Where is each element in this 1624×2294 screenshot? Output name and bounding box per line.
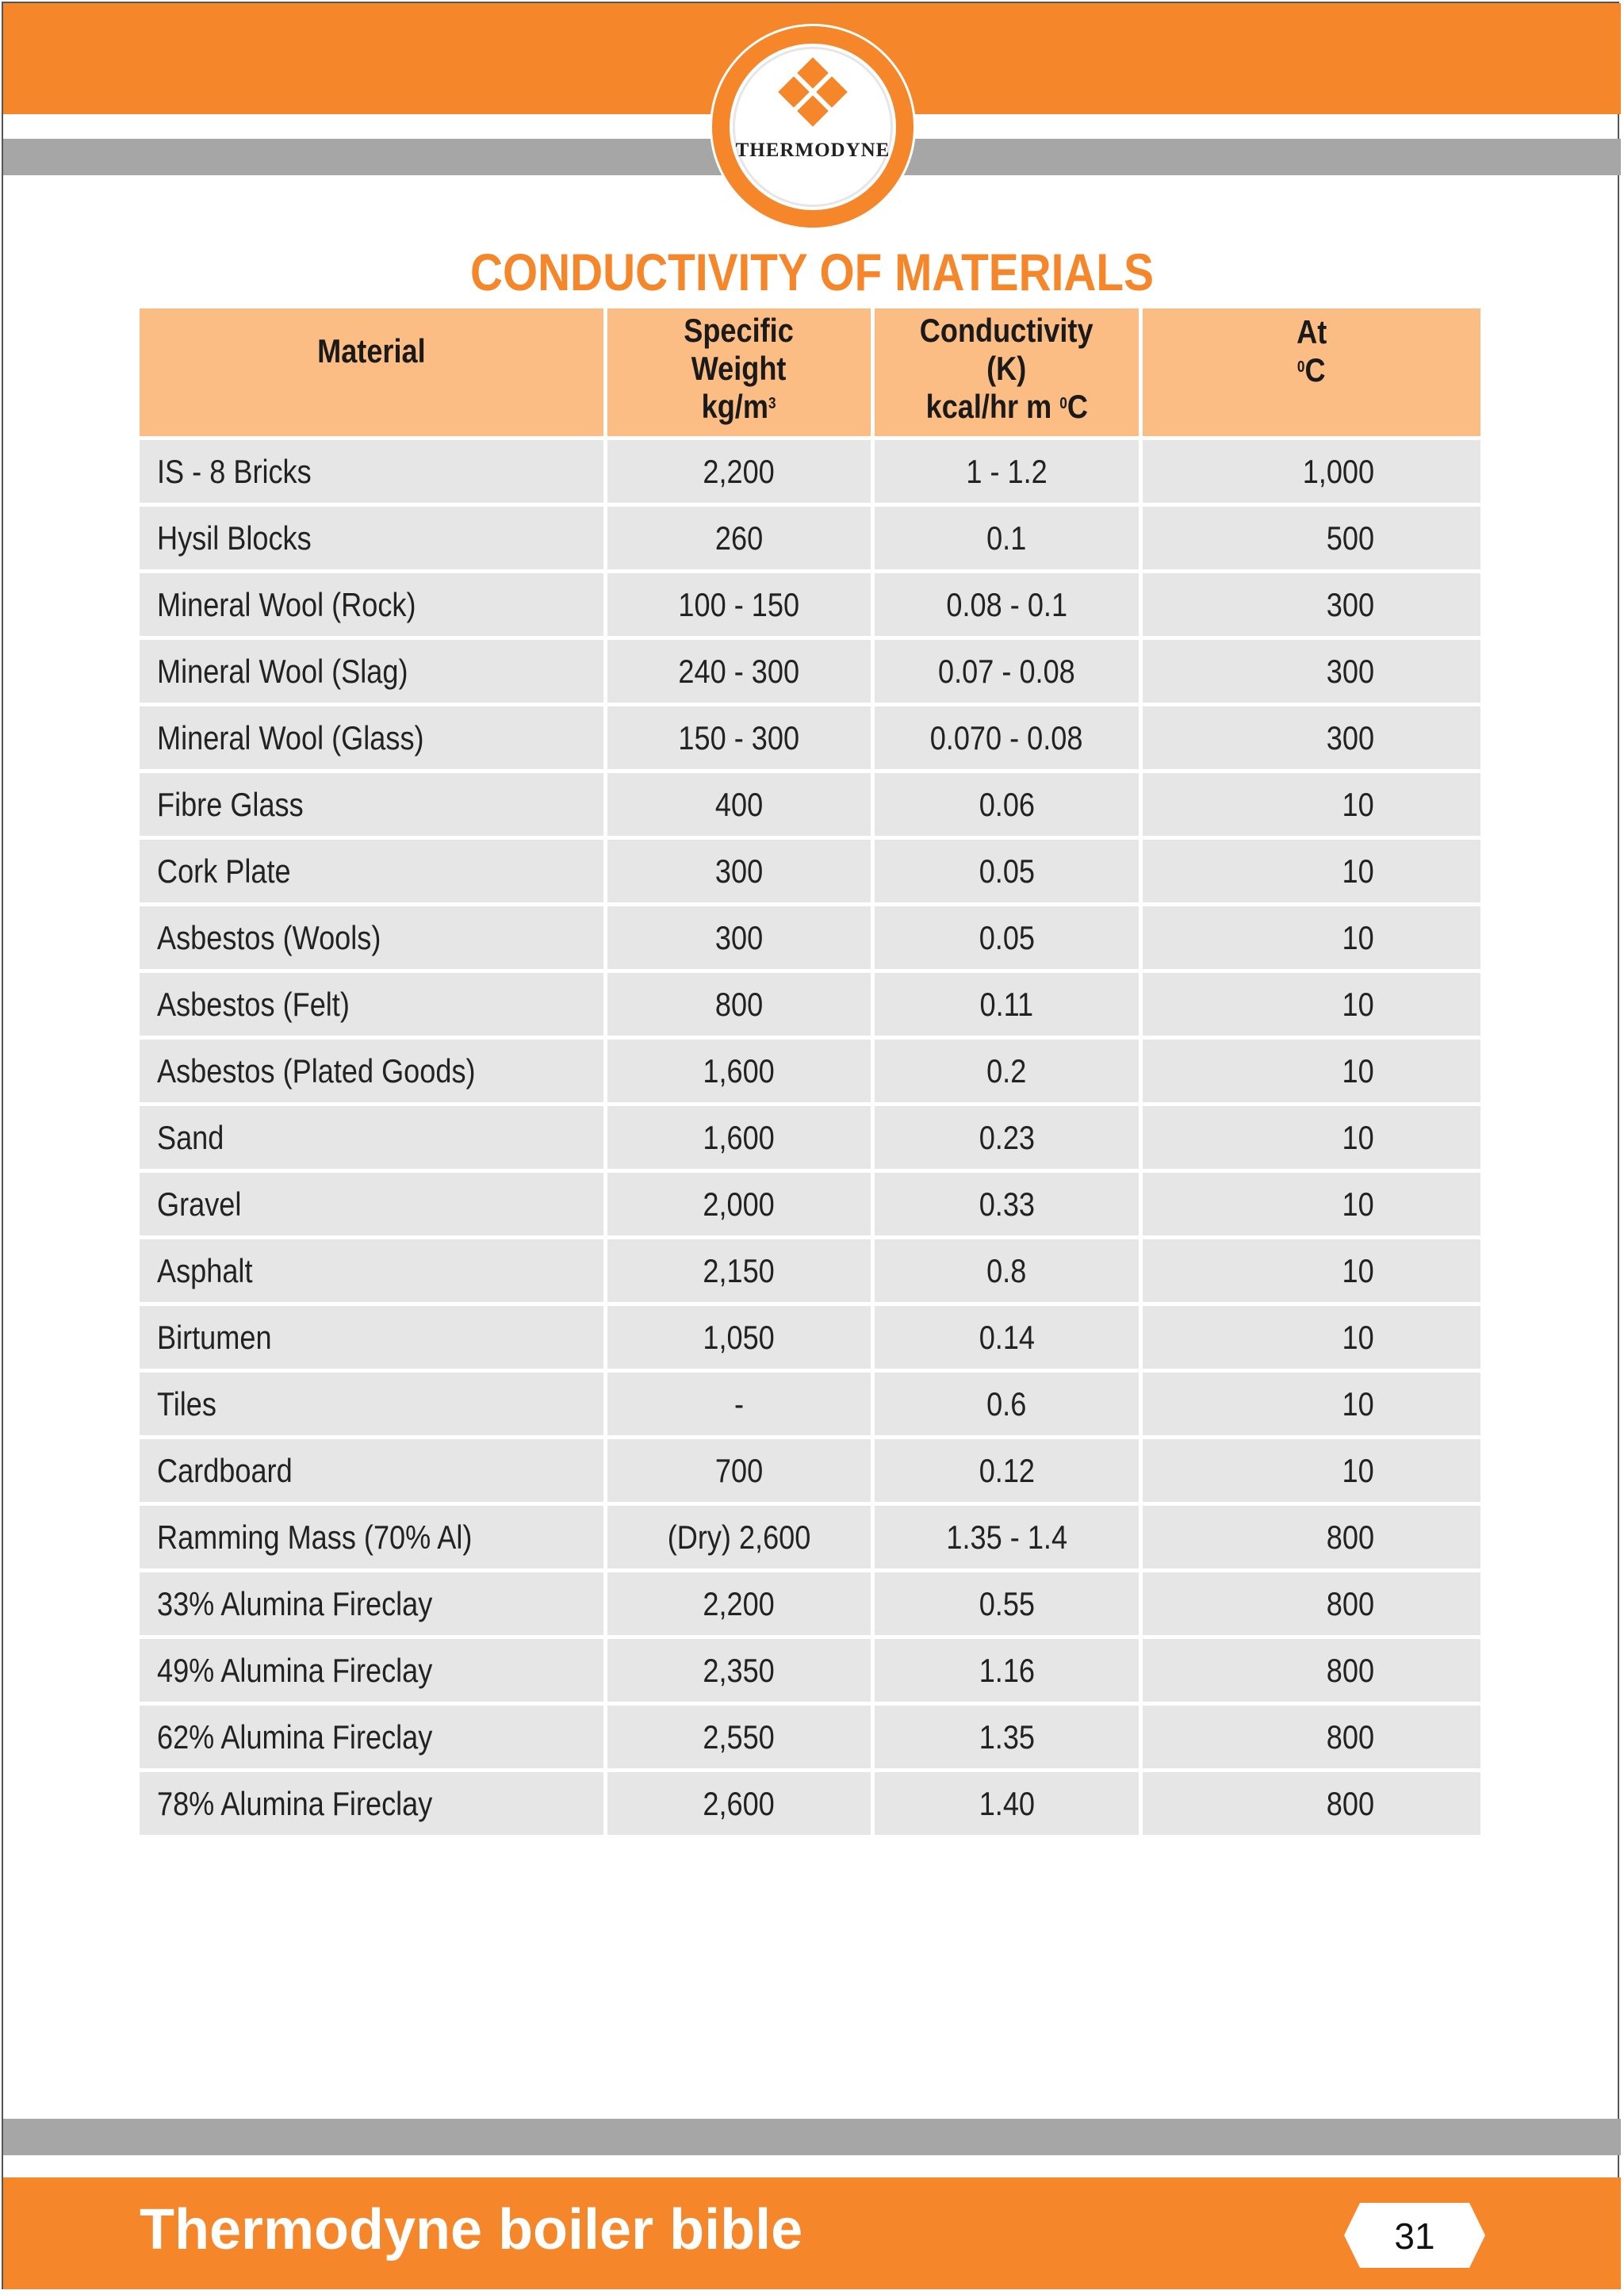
cell-material: Birtumen bbox=[140, 1306, 603, 1369]
table-row bbox=[140, 1306, 1480, 1369]
header-conductivity: Conductivity (K) kcal/hr m $^0$C bbox=[875, 308, 1139, 436]
cell-at-temperature: 10 bbox=[1143, 773, 1480, 836]
cell-specific-weight: 100 - 150 bbox=[607, 573, 871, 636]
conductivity-table bbox=[136, 304, 1484, 1839]
cell-material: 49% Alumina Fireclay bbox=[140, 1639, 603, 1702]
cell-conductivity: 0.6 bbox=[875, 1373, 1139, 1435]
table-row bbox=[140, 707, 1480, 769]
cell-specific-weight: 300 bbox=[607, 840, 871, 902]
cell-material: Hysil Blocks bbox=[140, 507, 603, 569]
footer-gray-band bbox=[3, 2119, 1621, 2155]
cell-specific-weight: (Dry) 2,600 bbox=[607, 1506, 871, 1568]
cell-at-temperature: 800 bbox=[1143, 1572, 1480, 1635]
header-material: Material bbox=[140, 308, 603, 436]
cell-specific-weight: 2,000 bbox=[607, 1173, 871, 1235]
cell-conductivity: 1 - 1.2 bbox=[875, 440, 1139, 503]
cell-specific-weight: 150 - 300 bbox=[607, 707, 871, 769]
cell-at-temperature: 10 bbox=[1143, 840, 1480, 902]
table-row bbox=[140, 973, 1480, 1036]
cell-conductivity: 0.05 bbox=[875, 840, 1139, 902]
cell-material: IS - 8 Bricks bbox=[140, 440, 603, 503]
cell-material: Fibre Glass bbox=[140, 773, 603, 836]
cell-at-temperature: 10 bbox=[1143, 1439, 1480, 1502]
cell-at-temperature: 10 bbox=[1143, 1040, 1480, 1102]
cell-material: Mineral Wool (Slag) bbox=[140, 640, 603, 703]
cell-material: 33% Alumina Fireclay bbox=[140, 1572, 603, 1635]
cell-at-temperature: 1,000 bbox=[1143, 440, 1480, 503]
table-row bbox=[140, 1106, 1480, 1169]
cell-specific-weight: 2,200 bbox=[607, 1572, 871, 1635]
cell-conductivity: 0.070 - 0.08 bbox=[875, 707, 1139, 769]
cell-conductivity: 1.35 bbox=[875, 1706, 1139, 1768]
page-title: CONDUCTIVITY OF MATERIALS bbox=[470, 243, 1154, 301]
cell-conductivity: 0.08 - 0.1 bbox=[875, 573, 1139, 636]
cell-specific-weight: 1,050 bbox=[607, 1306, 871, 1369]
table-row bbox=[140, 1506, 1480, 1568]
cell-conductivity: 0.23 bbox=[875, 1106, 1139, 1169]
cell-conductivity: 1.35 - 1.4 bbox=[875, 1506, 1139, 1568]
cell-specific-weight: 260 bbox=[607, 507, 871, 569]
table-row bbox=[140, 1572, 1480, 1635]
table-row bbox=[140, 1439, 1480, 1502]
cell-at-temperature: 500 bbox=[1143, 507, 1480, 569]
cell-at-temperature: 800 bbox=[1143, 1772, 1480, 1835]
cell-at-temperature: 800 bbox=[1143, 1639, 1480, 1702]
cell-material: Mineral Wool (Rock) bbox=[140, 573, 603, 636]
cell-specific-weight: 400 bbox=[607, 773, 871, 836]
cell-specific-weight: 2,200 bbox=[607, 440, 871, 503]
cell-specific-weight: 2,600 bbox=[607, 1772, 871, 1835]
cell-conductivity: 1.16 bbox=[875, 1639, 1139, 1702]
cell-material: Sand bbox=[140, 1106, 603, 1169]
table-row bbox=[140, 906, 1480, 969]
cell-at-temperature: 300 bbox=[1143, 573, 1480, 636]
cell-conductivity: 0.1 bbox=[875, 507, 1139, 569]
cell-material: Ramming Mass (70% Al) bbox=[140, 1506, 603, 1568]
cell-at-temperature: 800 bbox=[1143, 1506, 1480, 1568]
thermodyne-logo-icon bbox=[765, 56, 860, 151]
header-at-temperature: At $^0$C bbox=[1143, 308, 1480, 436]
cell-specific-weight: 300 bbox=[607, 906, 871, 969]
cell-at-temperature: 10 bbox=[1143, 1306, 1480, 1369]
cell-at-temperature: 10 bbox=[1143, 973, 1480, 1036]
cell-material: 78% Alumina Fireclay bbox=[140, 1772, 603, 1835]
table-row bbox=[140, 1040, 1480, 1102]
cell-material: Asbestos (Felt) bbox=[140, 973, 603, 1036]
cell-conductivity: 0.8 bbox=[875, 1239, 1139, 1302]
table-header-row bbox=[140, 308, 1480, 436]
cell-at-temperature: 10 bbox=[1143, 1239, 1480, 1302]
cell-specific-weight: 240 - 300 bbox=[607, 640, 871, 703]
cell-specific-weight: 1,600 bbox=[607, 1040, 871, 1102]
cell-at-temperature: 10 bbox=[1143, 906, 1480, 969]
table-row bbox=[140, 440, 1480, 503]
cell-specific-weight: 800 bbox=[607, 973, 871, 1036]
cell-at-temperature: 300 bbox=[1143, 640, 1480, 703]
logo-text: THERMODYNE bbox=[735, 140, 891, 161]
cell-at-temperature: 10 bbox=[1143, 1373, 1480, 1435]
cell-material: Tiles bbox=[140, 1373, 603, 1435]
cell-at-temperature: 10 bbox=[1143, 1173, 1480, 1235]
cell-material: Mineral Wool (Glass) bbox=[140, 707, 603, 769]
table-row bbox=[140, 1239, 1480, 1302]
cell-specific-weight: 700 bbox=[607, 1439, 871, 1502]
cell-material: Asphalt bbox=[140, 1239, 603, 1302]
cell-specific-weight: 2,550 bbox=[607, 1706, 871, 1768]
cell-at-temperature: 10 bbox=[1143, 1106, 1480, 1169]
table-row bbox=[140, 1772, 1480, 1835]
cell-material: Cardboard bbox=[140, 1439, 603, 1502]
cell-conductivity: 0.05 bbox=[875, 906, 1139, 969]
cell-material: Cork Plate bbox=[140, 840, 603, 902]
table-body bbox=[140, 440, 1480, 1835]
page-number: 31 bbox=[1394, 2215, 1435, 2257]
table-row bbox=[140, 1373, 1480, 1435]
cell-specific-weight: 2,350 bbox=[607, 1639, 871, 1702]
cell-material: 62% Alumina Fireclay bbox=[140, 1706, 603, 1768]
cell-material: Asbestos (Plated Goods) bbox=[140, 1040, 603, 1102]
cell-conductivity: 0.2 bbox=[875, 1040, 1139, 1102]
table-row bbox=[140, 507, 1480, 569]
cell-conductivity: 0.55 bbox=[875, 1572, 1139, 1635]
cell-conductivity: 1.40 bbox=[875, 1772, 1139, 1835]
cell-conductivity: 0.14 bbox=[875, 1306, 1139, 1369]
cell-material: Asbestos (Wools) bbox=[140, 906, 603, 969]
footer-title: Thermodyne boiler bible bbox=[140, 2198, 803, 2261]
table-row bbox=[140, 1639, 1480, 1702]
cell-specific-weight: 1,600 bbox=[607, 1106, 871, 1169]
cell-conductivity: 0.33 bbox=[875, 1173, 1139, 1235]
cell-at-temperature: 300 bbox=[1143, 707, 1480, 769]
table-row bbox=[140, 840, 1480, 902]
cell-conductivity: 0.07 - 0.08 bbox=[875, 640, 1139, 703]
table-row bbox=[140, 573, 1480, 636]
cell-conductivity: 0.06 bbox=[875, 773, 1139, 836]
table-row bbox=[140, 1706, 1480, 1768]
table-row bbox=[140, 1173, 1480, 1235]
table-row bbox=[140, 640, 1480, 703]
header-specific-weight: Specific Weight $kg/m^3$ bbox=[607, 308, 871, 436]
cell-at-temperature: 800 bbox=[1143, 1706, 1480, 1768]
table-row bbox=[140, 773, 1480, 836]
cell-material: Gravel bbox=[140, 1173, 603, 1235]
cell-specific-weight: 2,150 bbox=[607, 1239, 871, 1302]
cell-conductivity: 0.12 bbox=[875, 1439, 1139, 1502]
cell-conductivity: 0.11 bbox=[875, 973, 1139, 1036]
cell-specific-weight: - bbox=[607, 1373, 871, 1435]
